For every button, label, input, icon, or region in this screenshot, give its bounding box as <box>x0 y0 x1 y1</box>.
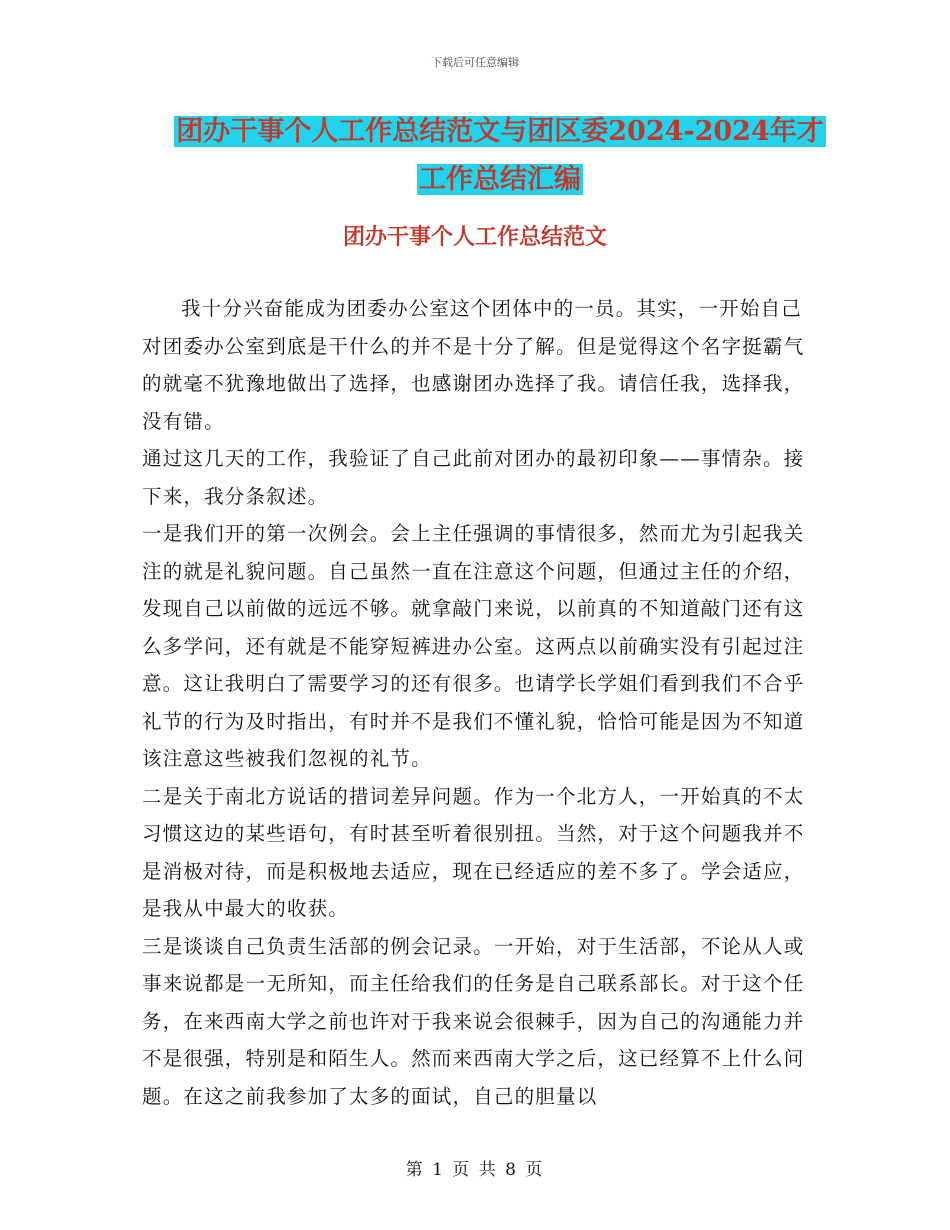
document-body <box>142 290 810 1115</box>
paragraph: 三是谈谈自己负责生活部的例会记录。一开始，对于生活部，不论从人或事来说都是一无所知，而主任给我们的任务是自己联系部长。对于这个任务，在来西南大学之前也许对于我来说会很棘手，因为自己的沟通能力并不是很强，特别是和陌生人。然而来西南大学之后，这已经算不上什么问题。在这之前我参加了太多的面试，自己的胆量以 <box>142 934 805 1108</box>
page-footer: 第 1 页 共 8 页 <box>405 1160 545 1180</box>
section-title: 团办干事个人工作总结范文 <box>342 224 607 250</box>
paragraph: 通过这几天的工作，我验证了自己此前对团办的最初印象——事情杂。接下来，我分条叙述。 <box>142 447 805 508</box>
document-title <box>140 108 860 204</box>
paragraph: 一是我们开的第一次例会。会上主任强调的事情很多，然而尤为引起我关注的就是礼貌问题。自己虽然一直在注意这个问题，但通过主任的介绍，发现自己以前做的远远不够。就拿敲门来说，以前真的不知道敲门还有这么多学问，还有就是不能穿短裤进办公室。这两点以前确实没有引起过注意。这让我明白了需要学习的还有很多。也请学长学姐们看到我们不合乎礼节的行为及时指出，有时并不是我们不懂礼貌，恰恰可能是因为不知道该注意这些被我们忽视的礼节。 <box>142 522 805 770</box>
document-title-line-2: 工作总结汇编 <box>419 164 581 195</box>
page-header: 下载后可任意编辑 <box>431 56 519 69</box>
paragraph: 我十分兴奋能成为团委办公室这个团体中的一员。其实，一开始自己对团委办公室到底是干什么的并不是十分了解。但是觉得这个名字挺霸气的就毫不犹豫地做出了选择，也感谢团办选择了我。请信任我，选择我，没有错。 <box>142 297 805 433</box>
document-title-line-1: 团办干事个人工作总结范文与团区委2024-2024年才 <box>176 116 824 147</box>
paragraph: 二是关于南北方说话的措词差异问题。作为一个北方人，一开始真的不太习惯这边的某些语句，有时甚至听着很别扭。当然，对于这个问题我并不是消极对待，而是积极地去适应，现在已经适应的差不多了。学会适应，是我从中最大的收获。 <box>142 784 805 920</box>
